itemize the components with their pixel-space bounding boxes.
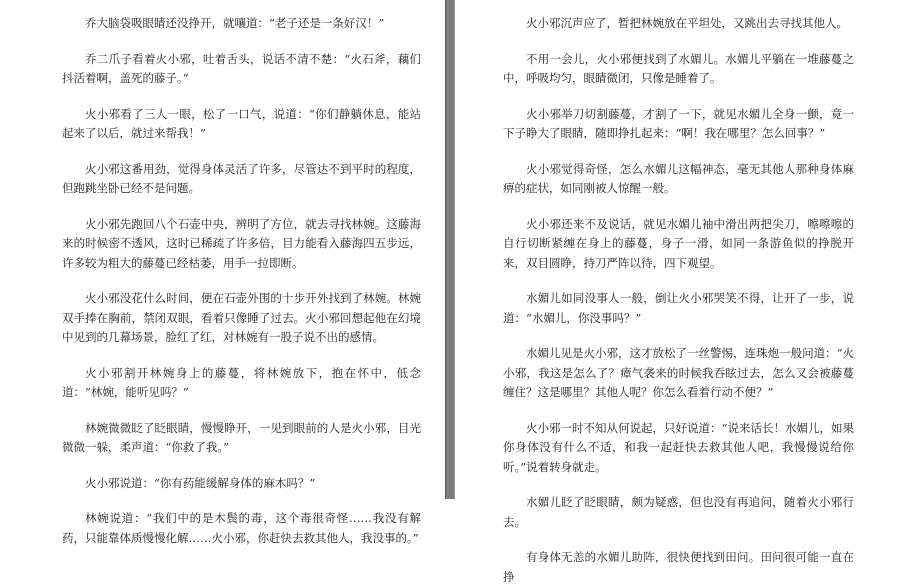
paragraph: 火小邪说道：“你有药能缓解身体的麻木吗？” [85, 475, 316, 490]
left-page [0, 0, 445, 545]
paragraph: 有身体无恙的水媚儿助阵，很快便找到田问。田问很可能一直在挣 [503, 550, 854, 584]
paragraph: 火小邪觉得奇怪，怎么水媚儿这幅神态，毫无其他人那种身体麻痹的症状，如同刚被人惊醒一般。 [503, 161, 854, 195]
paragraph: 水媚儿眨了眨眼睛，颇为疑惑，但也没有再追问，随着火小邪行去。 [503, 495, 854, 529]
paragraph: 火小邪这番用劲，觉得身体灵活了许多，尽管达不到平时的程度，但跑跳坐卧已经不是问题。 [62, 161, 421, 195]
paragraph: 不用一会儿，火小邪便找到了水媚儿。水媚儿平躺在一堆藤蔓之中，呼吸均匀，眼睛微闭，只像是睡着了。 [503, 51, 854, 85]
right-page [455, 0, 900, 584]
paragraph: 火小邪举刀切割藤蔓，才割了一下，就见水媚儿全身一颤，竟一下子睁大了眼睛，随即挣扎起来：“啊！我在哪里？怎么回事？” [503, 106, 854, 140]
paragraph: 火小邪沉声应了，暂把林婉放在平坦处，又跳出去寻找其他人。 [526, 16, 848, 30]
paragraph: 乔二爪子看着火小邪，吐着舌头，说话不清不楚：“火石斧，藕们抖活着啊，盖死的藤子。” [62, 51, 421, 85]
paragraph: 林婉说道：“我们中的是木鬓的毒，这个毒很奇怪……我没有解药，只能靠体质慢慢化解……火小邪，你赶快去救其他人，我没事的。” [62, 511, 421, 545]
paragraph: 林婉微微眨了眨眼睛，慢慢睁开，一见到眼前的人是火小邪，目光微微一躲，柔声道：“你救了我。” [62, 420, 421, 454]
paragraph: 火小邪一时不知从何说起，只好说道：“说来话长！水媚儿，如果你身体没有什么不适，和我一起赶快去救其他人吧，我慢慢说给你听。”说着转身就走。 [503, 420, 854, 474]
paragraph: 水媚儿如同没事人一般，倒让火小邪哭笑不得，让开了一步，说道：“水媚儿，你没事吗？” [503, 291, 854, 325]
paragraph: 火小邪没花什么时间，便在石壶外围的十步开外找到了林婉。林婉双手捧在胸前，禁闭双眼，看着只像睡了过去。火小邪回想起他在幻境中见到的几幕场景，脸红了红，对林婉有一股子说不出的感情。 [62, 291, 421, 344]
paragraph: 水媚儿见是火小邪，这才放松了一丝警惕，连珠炮一般问道：“火小邪，我这是怎么了？瘴气袭来的时候我吞眩过去，怎么又会被藤蔓缠住？这是哪里？其他人呢？你怎么看着行动不便？” [503, 346, 854, 399]
paragraph: 火小邪看了三人一眼，松了一口气，说道：“你们静躺休息，能站起来了以后，就过来帮我！” [62, 106, 421, 140]
paragraph: 乔大脑袋吸眼睛还没挣开，就嚷道：“老子还是一条好汉！” [85, 16, 385, 30]
page-gutter [445, 0, 455, 499]
paragraph: 火小邪先跑回八个石壶中央，辨明了方位，就去寻找林婉。这藤海来的时候密不透风，这时已稀疏了许多倍，目力能看入藤海四五步远，许多较为粗大的藤蔓已经枯萎，用手一拉即断。 [62, 216, 421, 270]
paragraph: 火小邪还来不及说话，就见水媚儿袖中滑出两把尖刀，嚓嚓嚓的自行切断紧缠在身上的藤蔓，身子一滑，如同一条游鱼似的挣脱开来，双目圆睁，持刀严阵以待，四下观望。 [503, 216, 854, 270]
paragraph: 火小邪割开林婉身上的藤蔓，将林婉放下，抱在怀中，低念道：“林婉，能听见吗？” [62, 365, 421, 399]
